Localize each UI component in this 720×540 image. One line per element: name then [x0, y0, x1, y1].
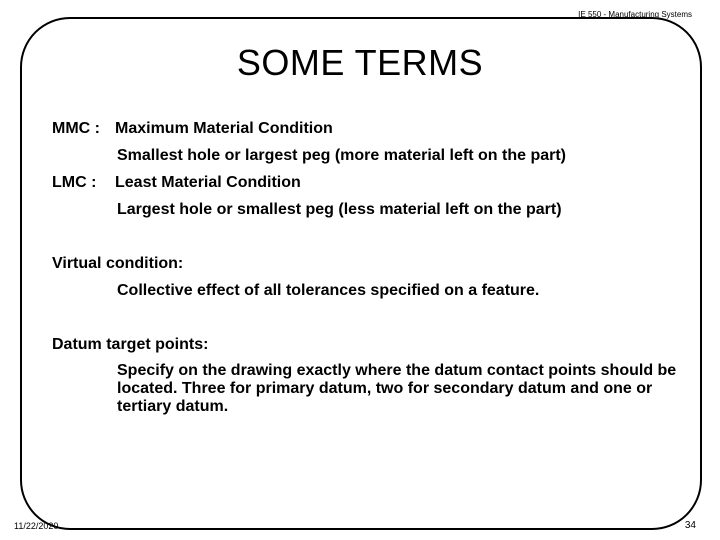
course-header: IE 550 - Manufacturing Systems: [578, 10, 692, 19]
slide-date: 11/22/2020: [14, 521, 59, 531]
term-mmc-description: Smallest hole or largest peg (more material left on the part): [117, 147, 566, 164]
datum-target-heading: Datum target points:: [52, 336, 209, 353]
term-lmc: [52, 173, 301, 192]
slide-title: SOME TERMS: [236, 42, 484, 83]
term-lmc-description: Largest hole or smallest peg (less material left on the part): [117, 201, 562, 218]
slide-frame: [20, 17, 702, 530]
virtual-condition-heading: Virtual condition:: [52, 255, 184, 272]
datum-target-text: Specify on the drawing exactly where the datum contact points should be located. Three for primary datum, two for secondary datum and one or tertiary datum.: [117, 362, 677, 415]
term-abbr: LMC :: [52, 174, 97, 191]
term-name: Least Material Condition: [115, 174, 301, 191]
term-abbr: MMC :: [52, 120, 100, 137]
term-name: Maximum Material Condition: [115, 120, 333, 137]
page-number: 34: [684, 520, 696, 531]
term-mmc: [52, 119, 333, 138]
virtual-condition-text: Collective effect of all tolerances specified on a feature.: [117, 282, 540, 299]
